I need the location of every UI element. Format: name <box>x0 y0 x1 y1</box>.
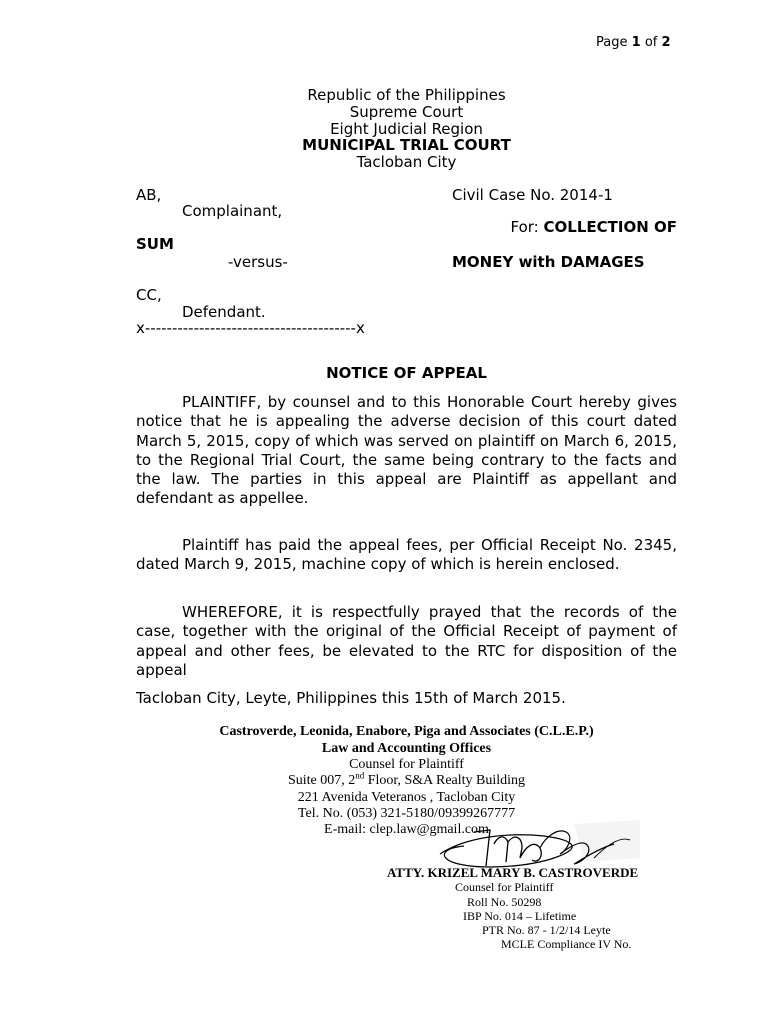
defendant-name: CC, <box>136 286 162 304</box>
header-court-name: MUNICIPAL TRIAL COURT <box>302 136 511 154</box>
firm-address-line1 <box>0 770 768 789</box>
signatory-name: ATTY. KRIZEL MARY B. CASTROVERDE <box>387 865 639 880</box>
address-sup: nd <box>355 770 365 781</box>
case-nature-part2: MONEY with DAMAGES <box>452 253 645 271</box>
body-paragraph-3 <box>136 603 677 680</box>
page-of: of <box>644 35 658 50</box>
header-region: Eight Judicial Region <box>330 120 483 138</box>
page-total: 2 <box>661 35 671 50</box>
paragraph-3-text: WHEREFORE, it is respectfully prayed that the records of the case, together with the original of the Official Receipt of payment of appeal and other fees, be elevated to the RTC for disposition of the appeal <box>136 603 677 679</box>
complainant-name: AB, <box>136 186 162 204</box>
firm-telephone: Tel. No. (053) 321-5180/09399267777 <box>297 806 516 821</box>
page-indicator <box>596 35 671 50</box>
address-post: Floor, S&A Realty Building <box>364 773 526 788</box>
case-nature-sum: SUM <box>136 235 174 253</box>
firm-offices: Law and Accounting Offices <box>321 741 492 756</box>
date-line: Tacloban City, Leyte, Philippines this 15th of March 2015. <box>136 689 566 707</box>
address-pre: Suite 007, 2 <box>287 773 356 788</box>
case-for-label: For: <box>510 218 539 236</box>
versus-label: -versus- <box>228 253 288 271</box>
case-nature-line1 <box>511 218 678 236</box>
firm-name: Castroverde, Leonida, Enabore, Piga and Associates (C.L.E.P.) <box>219 724 594 739</box>
defendant-role: Defendant. <box>182 303 266 321</box>
body-paragraph-2 <box>136 536 677 575</box>
document-title: NOTICE OF APPEAL <box>326 364 487 382</box>
signatory-ibp-number: IBP No. 014 – Lifetime <box>463 909 577 923</box>
firm-address-line2: 221 Avenida Veteranos , Tacloban City <box>297 790 516 805</box>
header-republic: Republic of the Philippines <box>307 86 506 104</box>
case-number: Civil Case No. 2014-1 <box>452 186 613 204</box>
firm-email: E-mail: clep.law@gmail.com <box>324 822 489 837</box>
paragraph-2-text: Plaintiff has paid the appeal fees, per Official Receipt No. 2345, dated March 9, 2015, machine copy of which is herein enclosed. <box>136 536 677 574</box>
complainant-role: Complainant, <box>182 202 283 220</box>
firm-role: Counsel for Plaintiff <box>349 757 464 772</box>
caption-separator: x---------------------------------------x <box>136 319 365 337</box>
body-paragraph-1 <box>136 393 677 509</box>
case-nature-part1: COLLECTION OF <box>543 218 677 236</box>
signatory-role: Counsel for Plaintiff <box>455 880 554 894</box>
paragraph-1-text: PLAINTIFF, by counsel and to this Honorable Court hereby gives notice that he is appealing the adverse decision of this court dated March 5, 2015, copy of which was served on plaintiff on March 6, 2015, to the Regional Trial Court, the same being contrary to the facts and the law. The parties in this appeal are Plaintiff as appellant and defendant as appellee. <box>136 393 677 508</box>
signatory-mcle: MCLE Compliance IV No. <box>501 937 632 951</box>
signatory-roll-number: Roll No. 50298 <box>467 895 542 909</box>
page-current: 1 <box>631 35 641 50</box>
header-city: Tacloban City <box>356 153 457 171</box>
page-label: Page <box>596 35 628 50</box>
signatory-ptr-number: PTR No. 87 - 1/2/14 Leyte <box>482 923 611 937</box>
header-supreme-court: Supreme Court <box>349 103 464 121</box>
